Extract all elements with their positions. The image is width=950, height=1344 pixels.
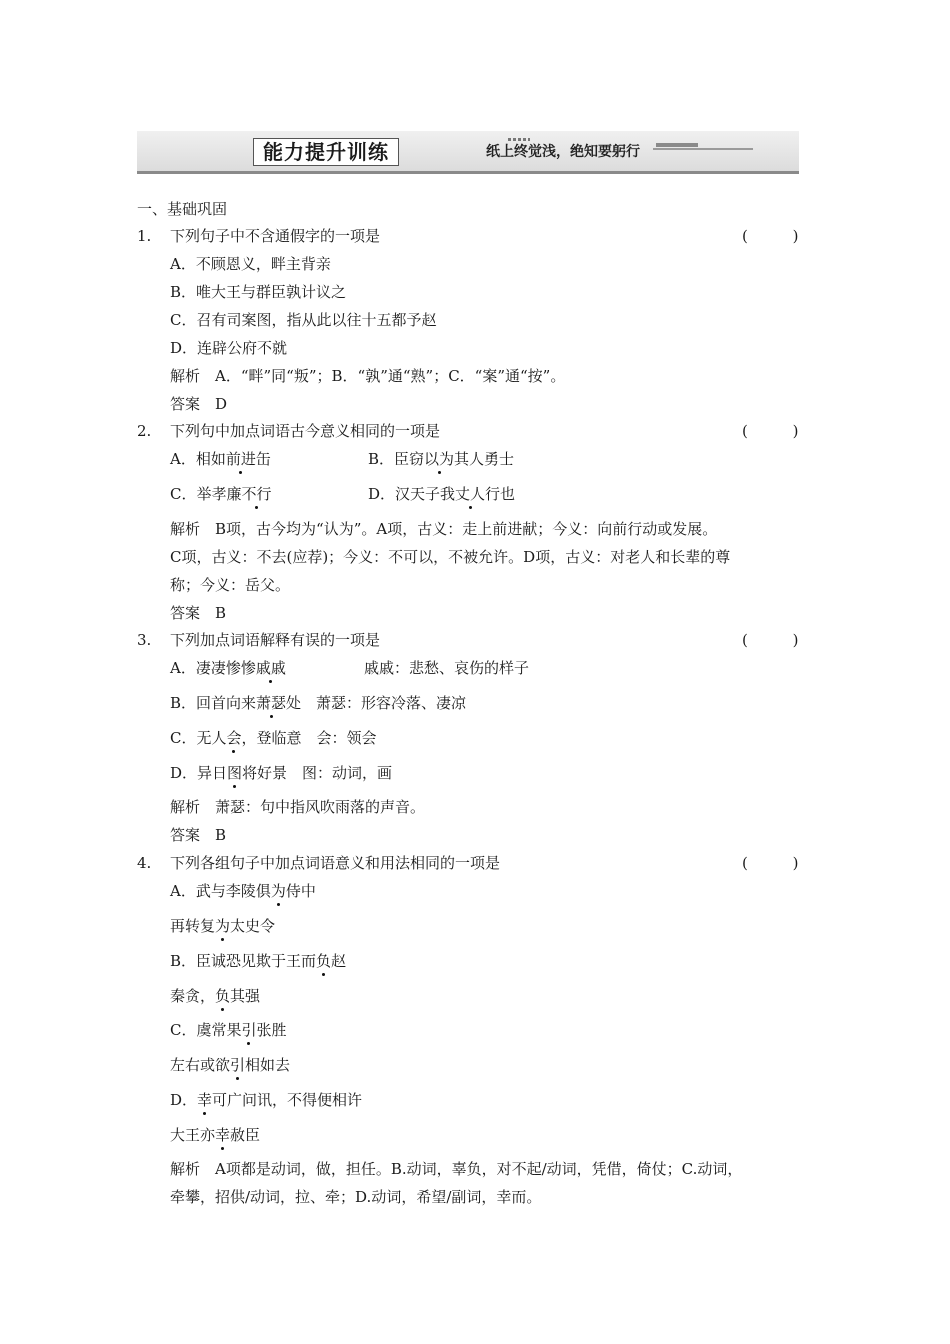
dotted-word: 幸 — [197, 1091, 213, 1109]
analysis-continued: 称；今义：岳父。 — [170, 576, 291, 594]
question-stem: 下列句中加点词语古今意义相同的一项是 — [170, 422, 441, 440]
option-text: 其强 — [230, 987, 261, 1005]
page-title: 能力提升训练 — [253, 138, 399, 166]
dotted-word: 萧瑟 — [256, 694, 287, 712]
dotted-word: 戚戚 — [255, 659, 286, 677]
option-d-line-1 — [170, 1090, 362, 1110]
option-b — [170, 693, 466, 713]
answer-blank: ( ) — [742, 422, 819, 440]
answer: 答案 D — [170, 395, 228, 413]
decorative-line — [653, 148, 753, 150]
question-number: 1. — [137, 227, 152, 245]
option-text: 其人勇士 — [454, 450, 515, 468]
option-text: 再转复 — [170, 917, 216, 935]
section-title: 一、基础巩固 — [137, 200, 228, 218]
answer-blank: ( ) — [742, 854, 819, 872]
option-text: A．武与李陵俱 — [170, 882, 271, 900]
dotted-word: 丈人 — [455, 485, 486, 503]
option-a: A．不顾恩义，畔主背亲 — [170, 255, 331, 273]
decorative-dots — [508, 138, 530, 141]
option-text: 太史令 — [230, 917, 276, 935]
dotted-word: 前进 — [225, 450, 256, 468]
option-text: ，登临意 会：领会 — [241, 729, 377, 747]
question-stem: 下列各组句子中加点词语意义和用法相同的一项是 — [170, 854, 501, 872]
dotted-word: 为 — [215, 917, 231, 935]
dotted-word: 以为 — [424, 450, 455, 468]
option-text: B．臣窃 — [368, 450, 425, 468]
analysis: 解析 A．“畔”同“叛”；B．“孰”通“熟”；C．“案”通“按”。 — [170, 367, 566, 385]
analysis: 解析 B项，古今均为“认为”。A项，古义：走上前进献；今义：向前行动或发展。 — [170, 520, 718, 538]
option-a-explanation: 戚戚：悲愁、哀伤的样子 — [364, 659, 530, 677]
question-stem: 下列句子中不含通假字的一项是 — [170, 227, 381, 245]
option-text: 缶 — [255, 450, 271, 468]
answer: 答案 B — [170, 826, 227, 844]
option-b: B．唯大王与群臣孰计议之 — [170, 283, 347, 301]
answer: 答案 B — [170, 604, 227, 622]
option-text: C．无人 — [170, 729, 227, 747]
dotted-word: 引 — [230, 1056, 246, 1074]
option-b-line-1 — [170, 951, 346, 971]
analysis: 解析 萧瑟：句中指风吹雨落的声音。 — [170, 798, 426, 816]
dotted-word: 会 — [226, 729, 242, 747]
dotted-word: 为 — [270, 882, 286, 900]
option-text: C．举孝廉 — [170, 485, 242, 503]
dotted-word: 幸 — [215, 1126, 231, 1144]
dotted-word: 图 — [227, 764, 243, 782]
option-text: 行也 — [485, 485, 516, 503]
option-text: B．臣诚恐见欺于王而 — [170, 952, 317, 970]
question-number: 3. — [137, 631, 152, 649]
option-b-line-2 — [170, 986, 260, 1006]
option-c — [170, 728, 377, 748]
option-d — [170, 763, 392, 783]
dotted-word: 负 — [316, 952, 332, 970]
answer-blank: ( ) — [742, 227, 819, 245]
question-stem: 下列加点词语解释有误的一项是 — [170, 631, 381, 649]
option-text: 左右或欲 — [170, 1056, 231, 1074]
option-text: A．相如 — [170, 450, 226, 468]
question-number: 2. — [137, 422, 152, 440]
option-text: 相如去 — [245, 1056, 291, 1074]
option-d-line-2 — [170, 1125, 260, 1145]
option-text: 张胜 — [256, 1021, 287, 1039]
header-rule — [137, 171, 799, 174]
option-text: 赦臣 — [230, 1126, 261, 1144]
option-text: 侍中 — [285, 882, 316, 900]
option-text: 赵 — [331, 952, 347, 970]
option-a-line-2 — [170, 916, 275, 936]
option-d: D．连辟公府不就 — [170, 339, 288, 357]
option-text: D．汉天子我 — [368, 485, 456, 503]
option-text: 将好景 图：动词，画 — [242, 764, 393, 782]
option-text: 处 萧瑟：形容冷落、凄凉 — [286, 694, 467, 712]
question-number: 4. — [137, 854, 152, 872]
analysis-continued: C项，古义：不去(应荐)；今义：不可以，不被允许。D项，古义：对老人和长辈的尊 — [170, 548, 731, 566]
option-a-line-1 — [170, 881, 316, 901]
option-c-line-1 — [170, 1020, 287, 1040]
option-text: D．异日 — [170, 764, 228, 782]
header-slogan: 纸上终觉浅，绝知要躬行 — [486, 144, 640, 160]
option-c — [170, 484, 272, 504]
option-text: D． — [170, 1091, 198, 1109]
dotted-word: 不行 — [241, 485, 272, 503]
option-text: B．回首向来 — [170, 694, 257, 712]
analysis-continued: 牵攀，招供/动词，拉、牵；D.动词，希望/副词，幸而。 — [170, 1188, 542, 1206]
option-d — [368, 484, 515, 504]
decorative-bar — [656, 143, 698, 147]
dotted-word: 负 — [215, 987, 231, 1005]
option-c-line-2 — [170, 1055, 290, 1075]
option-text: 可广问讯，不得便相许 — [212, 1091, 363, 1109]
dotted-word: 引 — [241, 1021, 257, 1039]
option-text: A．凄凄惨惨 — [170, 659, 256, 677]
option-text: 大王亦 — [170, 1126, 216, 1144]
option-a — [170, 449, 271, 469]
option-text: 秦贪， — [170, 987, 216, 1005]
option-c: C．召有司案图，指从此以往十五都予赵 — [170, 311, 437, 329]
header-banner — [137, 131, 799, 171]
option-text: C．虞常果 — [170, 1021, 242, 1039]
option-a — [170, 658, 286, 678]
analysis: 解析 A项都是动词，做，担任。B.动词，辜负，对不起/动词，凭借，倚仗；C.动词， — [170, 1160, 743, 1178]
answer-blank: ( ) — [742, 631, 819, 649]
option-b — [368, 449, 514, 469]
